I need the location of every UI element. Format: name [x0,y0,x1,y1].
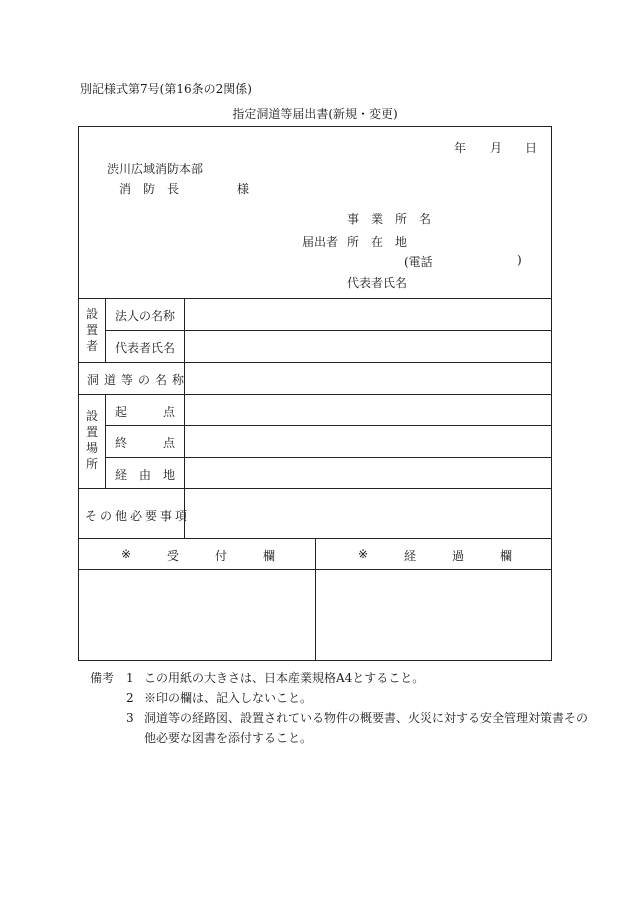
divider [79,488,551,489]
divider [184,298,185,538]
form-title: 指定洞道等届出書(新規・変更) [232,107,398,121]
start-point-label: 起 点 [115,405,175,419]
phone-close-label: ) [517,253,522,267]
divider [79,362,551,363]
representative-label: 代表者氏名 [347,276,408,290]
reception-column-header: ※ 受 付 欄 [121,547,275,563]
end-point-label: 終 点 [115,436,175,450]
recipient-title: 消 防 長 [119,182,180,196]
other-items-label: その他必要事項 [85,509,191,523]
divider [105,394,106,488]
divider [105,425,551,426]
divider [105,330,551,331]
divider [315,538,316,660]
divider [79,394,551,395]
recipient-organization: 渋川広域消防本部 [107,162,204,176]
divider [79,298,551,299]
installer-group-label: 設置者 [85,307,98,353]
recipient-honorific: 様 [237,182,250,196]
remarks-item: 2 ※印の欄は、記入しないこと。 [126,691,313,705]
office-name-label: 事 業 所 名 [347,212,432,226]
remarks-item: 備考 1 この用紙の大きさは、日本産業規格A4とすること。 [90,668,590,688]
form-table [78,126,552,661]
remarks-section [90,668,590,748]
address-label: 所 在 地 [347,235,408,249]
form-number-label: 別記様式第7号(第16条の2関係) [80,82,252,96]
date-year-label: 年 [454,141,467,155]
via-point-label: 経 由 地 [115,468,175,482]
progress-column-header: ※ 経 過 欄 [358,547,512,563]
notifier-label: 届出者 [302,235,339,249]
phone-open-label: (電話 [404,255,433,269]
date-month-label: 月 [490,141,503,155]
divider [105,298,106,362]
location-group-label: 設置場所 [85,409,98,471]
rep-name-label: 代表者氏名 [115,341,176,355]
remarks-heading: 備考 [90,671,115,685]
date-day-label: 日 [525,141,538,155]
corp-name-label: 法人の名称 [115,309,176,323]
remarks-item: 3 洞道等の経路図、設置されている物件の概要書、火災に対する安全管理対策書その他必要な図書を添付すること。 [126,711,589,745]
divider [105,457,551,458]
tunnel-name-label: 洞道等の名称 [87,373,190,387]
